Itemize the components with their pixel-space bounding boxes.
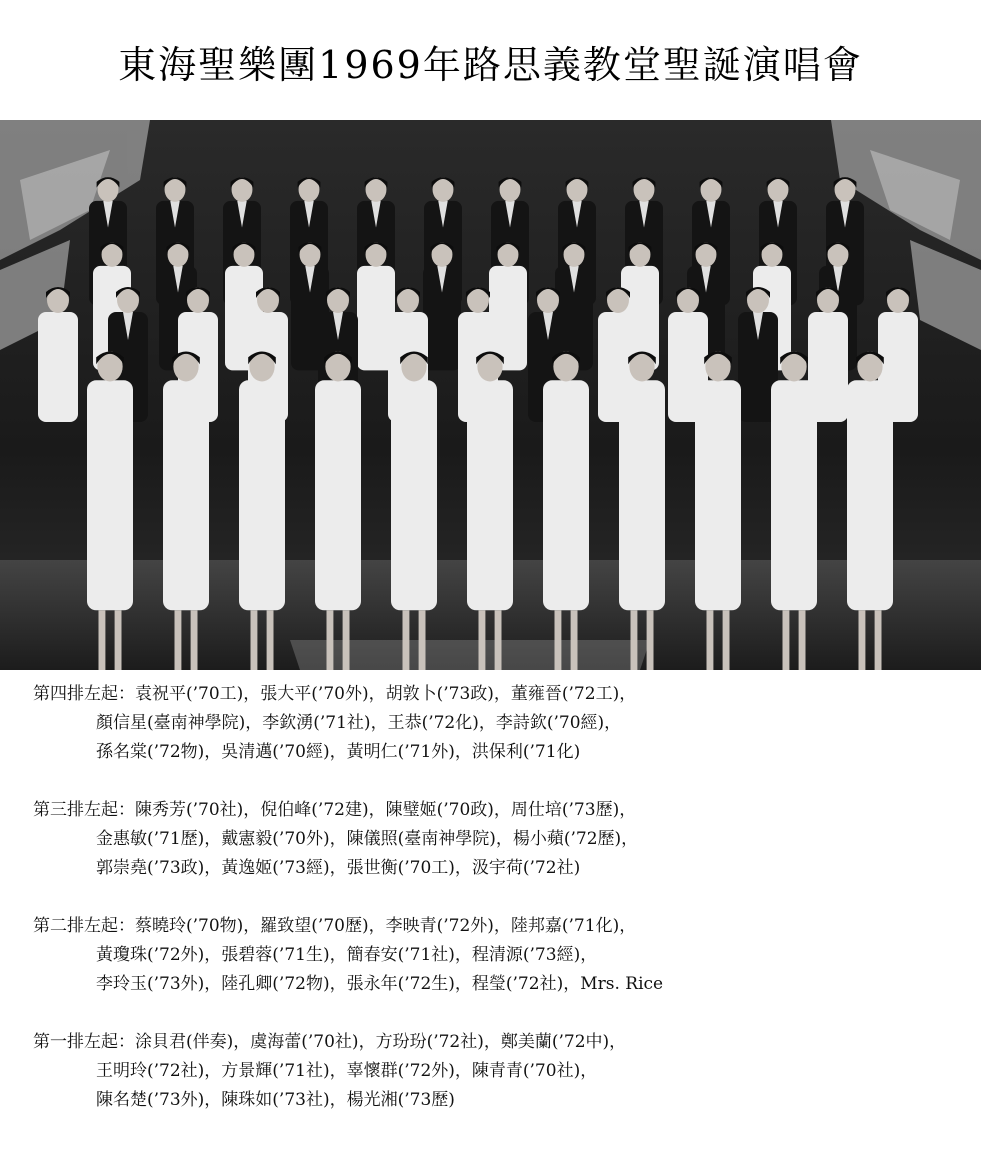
caption-line: 王明玲(’72社)，方景輝(’71社)，辜懷群(’72外)，陳青青(’70社)， [96,1061,598,1081]
caption-line: 第四排左起：袁祝平(’70工)，張大平(’70外)，胡敦卜(’73政)，董雍晉(’72工)， [33,684,637,704]
caption-line: 第一排左起：涂貝君(伴奏)，虞海蕾(’70社)，方玢玢(’72社)，鄭美蘭(’72中)， [33,1032,627,1052]
caption [0,680,981,1144]
page-title: 東海聖樂團1969年路思義教堂聖誕演唱會 [118,43,863,87]
caption-line: 顏信星(臺南神學院)，李欽湧(’71社)，王恭(’72化)，李詩欽(’70經)， [96,713,622,733]
caption-line: 孫名棠(’72物)，吳清邁(’70經)，黃明仁(’71外)，洪保利(’71化) [96,742,581,762]
caption-line: 第二排左起：蔡曉玲(’70物)，羅致望(’70歷)，李映青(’72外)，陸邦嘉(’71化)， [33,916,637,936]
row2-caption [0,912,981,999]
group-photo [0,120,981,670]
caption-line: 第三排左起：陳秀芳(’70社)，倪伯峰(’72建)，陳璧姬(’70政)，周仕培(’73歷)， [33,800,637,820]
caption-line: 郭崇堯(’73政)，黃逸姬(’73經)，張世衡(’70工)，汲宇荷(’72社) [96,858,581,878]
row1-caption [0,1028,981,1115]
caption-line: 陳名楚(’73外)，陳珠如(’73社)，楊光湘(’73歷) [96,1090,455,1110]
group-photo-drawing [0,120,981,670]
caption-line: 金惠敏(’71歷)，戴憲毅(’70外)，陳儀照(臺南神學院)，楊小蘋(’72歷)， [96,829,639,849]
caption-line: 黃瓊珠(’72外)，張碧蓉(’71生)，簡春安(’71社)，程清源(’73經)， [96,945,598,965]
row3-caption [0,796,981,883]
caption-line: 李玲玉(’73外)，陸孔卿(’72物)，張永年(’72生)，程瑩(’72社)，Mrs. Rice [96,974,664,994]
row4-caption [0,680,981,767]
